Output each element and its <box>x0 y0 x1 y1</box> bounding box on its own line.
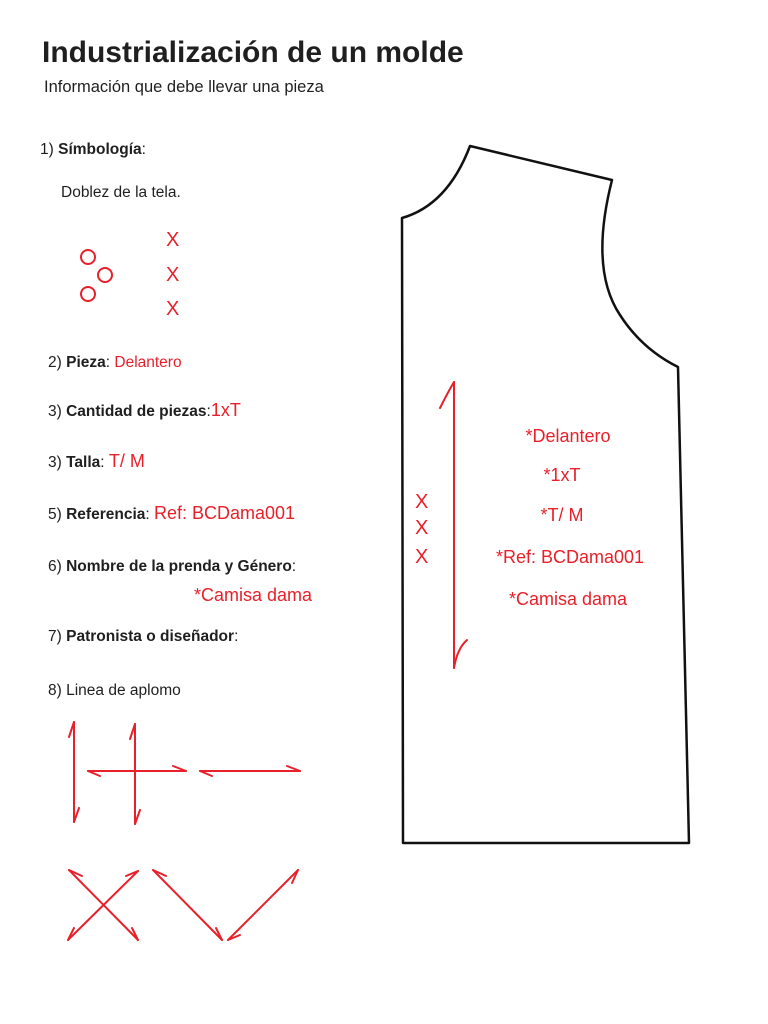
item-value: T/ M <box>108 451 145 471</box>
item-number: 5) <box>48 506 62 523</box>
item-label: Cantidad de piezas <box>66 403 207 420</box>
fold-note: Doblez de la tela. <box>61 184 181 201</box>
item-separator: : <box>291 558 297 575</box>
item-number: 1) <box>40 141 54 158</box>
item-number: 8) <box>48 682 62 699</box>
page-subtitle: Información que debe llevar una pieza <box>44 78 324 96</box>
item-value: Ref: BCDama001 <box>154 503 296 523</box>
piece-label: *T/ M <box>540 505 584 525</box>
item-nombre-value: *Camisa dama <box>194 585 313 605</box>
item-label: Referencia <box>66 506 146 523</box>
piece-label: *Ref: BCDama001 <box>495 547 645 567</box>
item-label: Linea de aplomo <box>66 682 181 699</box>
item-number: 2) <box>48 354 62 371</box>
item-separator: : <box>206 403 211 420</box>
item-label: Patronista o diseñador <box>66 628 235 645</box>
x-symbol: X <box>166 298 180 320</box>
x-symbol: X <box>166 229 180 251</box>
item-value: 1xT <box>210 400 241 420</box>
piece-x-mark: X <box>415 491 429 513</box>
item-number: 3) <box>48 403 62 420</box>
item-label: Talla <box>66 454 101 471</box>
item-number: 7) <box>48 628 62 645</box>
item-label: Nombre de la prenda y Género <box>66 558 292 575</box>
item-separator: : <box>141 141 146 158</box>
piece-label: *Camisa dama <box>508 589 628 609</box>
piece-x-mark: X <box>415 517 429 539</box>
item-number: 6) <box>48 558 62 575</box>
item-separator: : <box>234 628 239 645</box>
item-label: Pieza <box>66 354 106 371</box>
page-title: Industrialización de un molde <box>42 36 464 69</box>
piece-label: *1xT <box>543 465 581 485</box>
item-value: Delantero <box>114 354 182 371</box>
item-separator: : <box>145 506 150 523</box>
item-number: 3) <box>48 454 62 471</box>
piece-x-mark: X <box>415 546 429 568</box>
item-separator: : <box>105 354 111 371</box>
piece-label: *Delantero <box>525 426 611 446</box>
item-label: Símbología <box>58 141 142 158</box>
x-symbol: X <box>166 264 180 286</box>
item-separator: : <box>100 454 105 471</box>
